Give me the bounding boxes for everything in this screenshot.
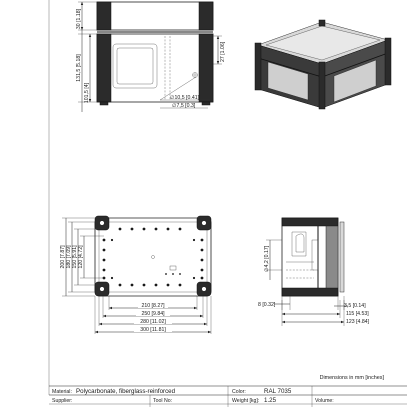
dim-250: 250 [9.84] (141, 311, 165, 317)
front-view-lid (97, 2, 213, 30)
units-note: Dimensions in mm [inches] (319, 375, 384, 381)
front-view-foot-right (202, 102, 210, 105)
front-view-lid-corner-left (97, 2, 111, 30)
front-view-lid-corner-right (199, 2, 213, 30)
supplier-label: Supplier: (52, 398, 73, 404)
dim-131-5: 131,5 [5.18] (76, 54, 82, 82)
dim-210: 210 [8.27] (141, 303, 165, 309)
front-view-foot-left (100, 102, 108, 105)
front-view-body-corner-right (199, 34, 213, 102)
dim-280: 280 [11.02] (140, 319, 166, 325)
volume-label: Volume: (315, 398, 334, 404)
dim-8: 8 [0.32] (258, 302, 276, 308)
color-label: Color: (232, 389, 246, 395)
plan-view-outline (95, 218, 211, 296)
plan-view (95, 216, 211, 296)
dim-101-5: 101,5 [4] (84, 82, 90, 104)
weight-label: Weight [kg]: (232, 398, 260, 404)
dim-123: 123 [4.84] (346, 319, 370, 325)
dim-dia-7-5: ∅7,5 [0.3] (172, 103, 196, 109)
dim-200: 200 [7.87] (60, 245, 66, 269)
dim-180: 180 [7.09] (66, 245, 72, 269)
front-view (97, 2, 213, 105)
plan-view-horizontal-dimensions (95, 296, 211, 334)
material-label: Material: (52, 389, 72, 395)
front-view-body-corner-left (97, 34, 111, 102)
side-view (282, 218, 344, 296)
dim-150: 150 [5.91] (72, 245, 78, 269)
dim-120: 120 [4.72] (78, 245, 84, 269)
dim-27: 27 [1.06] (220, 41, 226, 62)
title-block (49, 386, 407, 407)
dim-30: 30 [1.18] (76, 8, 82, 30)
dim-dia-4-2: ∅4,2 [0.17] (264, 245, 270, 272)
weight-value: 1.25 (264, 397, 277, 404)
dim-dia-10-5: ∅10,5 [0.41] (170, 95, 200, 101)
dim-3-5: 3,5 [0.14] (344, 303, 366, 309)
isometric-view (255, 20, 391, 109)
dim-300: 300 [11.81] (140, 327, 166, 333)
toolno-label: Tool No: (153, 398, 173, 404)
dim-115: 115 [4.53] (346, 311, 369, 317)
color-value: RAL 7035 (264, 388, 292, 395)
material-value: Polycarbonate, fiberglass-reinforced (76, 388, 176, 395)
